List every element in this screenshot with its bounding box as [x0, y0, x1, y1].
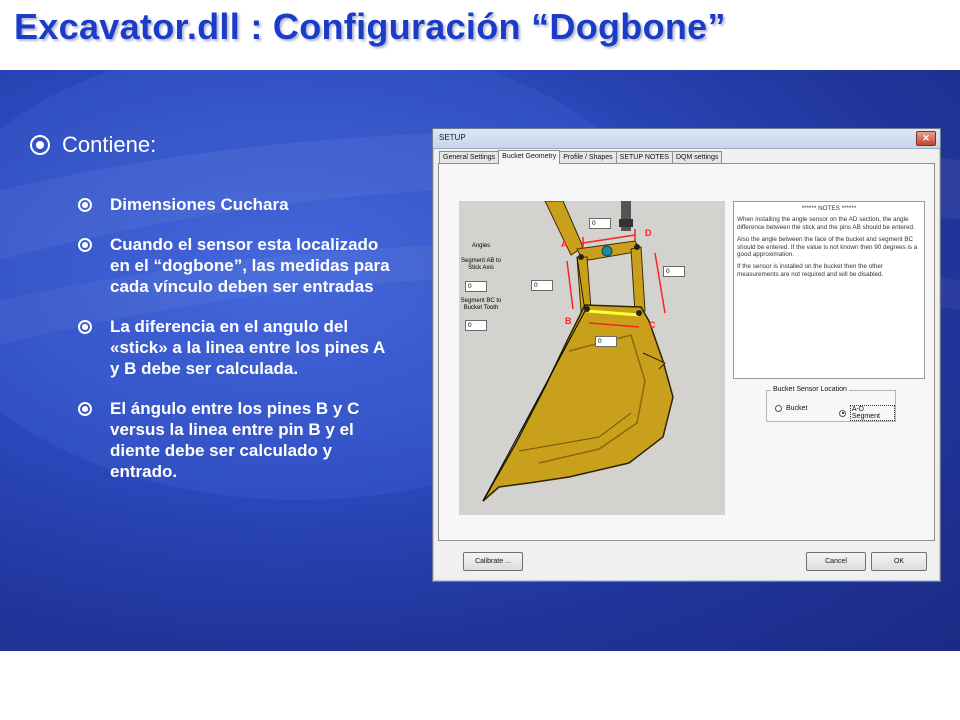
left-length-input[interactable]: 0 [531, 280, 553, 291]
radio-label: Bucket [786, 405, 808, 412]
bullet-item-text: Dimensiones Cuchara [110, 195, 289, 214]
tab-bucket-geometry[interactable]: Bucket Geometry [498, 150, 560, 164]
pin-label-c: C [649, 320, 656, 330]
close-icon[interactable]: ✕ [916, 131, 936, 146]
bullet-list [30, 132, 410, 501]
top-length-input[interactable]: 0 [589, 218, 611, 229]
bullet-item-text: Cuando el sensor esta localizado en el “dogbone”, las medidas para cada vínculo deben ser entradas [110, 235, 390, 296]
notes-paragraph: When installing the angle sensor on the AD section, the angle difference between the stick and the pins AB should be entered. [737, 216, 915, 231]
radio-ad-segment[interactable] [839, 405, 895, 421]
pin-label-a: A [561, 239, 568, 249]
radio-circle[interactable] [775, 405, 782, 412]
right-length-input[interactable]: 0 [663, 266, 685, 277]
angle-ab-input[interactable]: 0 [465, 281, 487, 292]
bottom-length-input[interactable]: 0 [595, 336, 617, 347]
bullet-item [78, 398, 398, 482]
notes-paragraph: If the sensor is installed on the bucket then the other measurements are not required and will be disabled. [737, 263, 884, 278]
setup-dialog [432, 128, 941, 582]
dialog-titlebar [433, 129, 940, 149]
bullet-item [78, 316, 398, 379]
bullet-icon [78, 402, 92, 416]
segment-bc-label: Segment BC to Bucket Tooth [460, 298, 502, 311]
bullet-item [78, 234, 398, 297]
slide-title: Excavator.dll : Configuración “Dogbone” [14, 6, 726, 47]
bullet-heading [30, 132, 410, 158]
angles-label: Angles [471, 243, 491, 249]
tab-general-settings[interactable]: General Settings [439, 151, 499, 164]
bullet-item [78, 194, 398, 215]
sensor-location-legend: Bucket Sensor Location [773, 386, 847, 393]
segment-ab-label: Segment AB to Stick Axis [460, 258, 502, 271]
notes-paragraph: Also the angle between the face of the bucket and segment BC should be entered. If the value is not known then 90 degrees is a good approximation. [737, 236, 918, 259]
bullet-icon [30, 135, 50, 155]
angle-bc-input[interactable]: 0 [465, 320, 487, 331]
cancel-button[interactable]: Cancel [806, 552, 866, 571]
radio-label: A-D Segment [850, 405, 895, 421]
tab-profile-shapes[interactable]: Profile / Shapes [559, 151, 616, 164]
tab-strip [439, 150, 721, 164]
tab-panel-bucket-geometry [438, 163, 935, 541]
bullet-icon [78, 320, 92, 334]
bullet-icon [78, 198, 92, 212]
radio-bucket[interactable] [775, 405, 807, 412]
sensor-location-group [766, 386, 896, 422]
bullet-item-text: El ángulo entre los pines B y C versus la linea entre pin B y el diente debe ser calculado y entrado. [110, 399, 360, 481]
tab-setup-notes[interactable]: SETUP NOTES [616, 151, 673, 164]
ok-button[interactable]: OK [871, 552, 927, 571]
dialog-title: SETUP [439, 133, 466, 142]
notes-textbox[interactable] [733, 201, 925, 379]
title-bar [0, 0, 960, 70]
bullet-heading-text: Contiene: [62, 132, 157, 157]
bucket-illustration [459, 201, 725, 515]
bullet-icon [78, 238, 92, 252]
pin-label-b: B [565, 316, 572, 326]
radio-circle[interactable] [839, 410, 846, 417]
notes-header: ****** NOTES ****** [801, 205, 857, 212]
calibrate-button[interactable]: Calibrate ... [463, 552, 523, 571]
bullet-item-text: La diferencia en el angulo del «stick» a la linea entre los pines A y B debe ser calculada. [110, 317, 385, 378]
pin-label-d: D [645, 228, 652, 238]
tab-dqm-settings[interactable]: DQM settings [672, 151, 722, 164]
